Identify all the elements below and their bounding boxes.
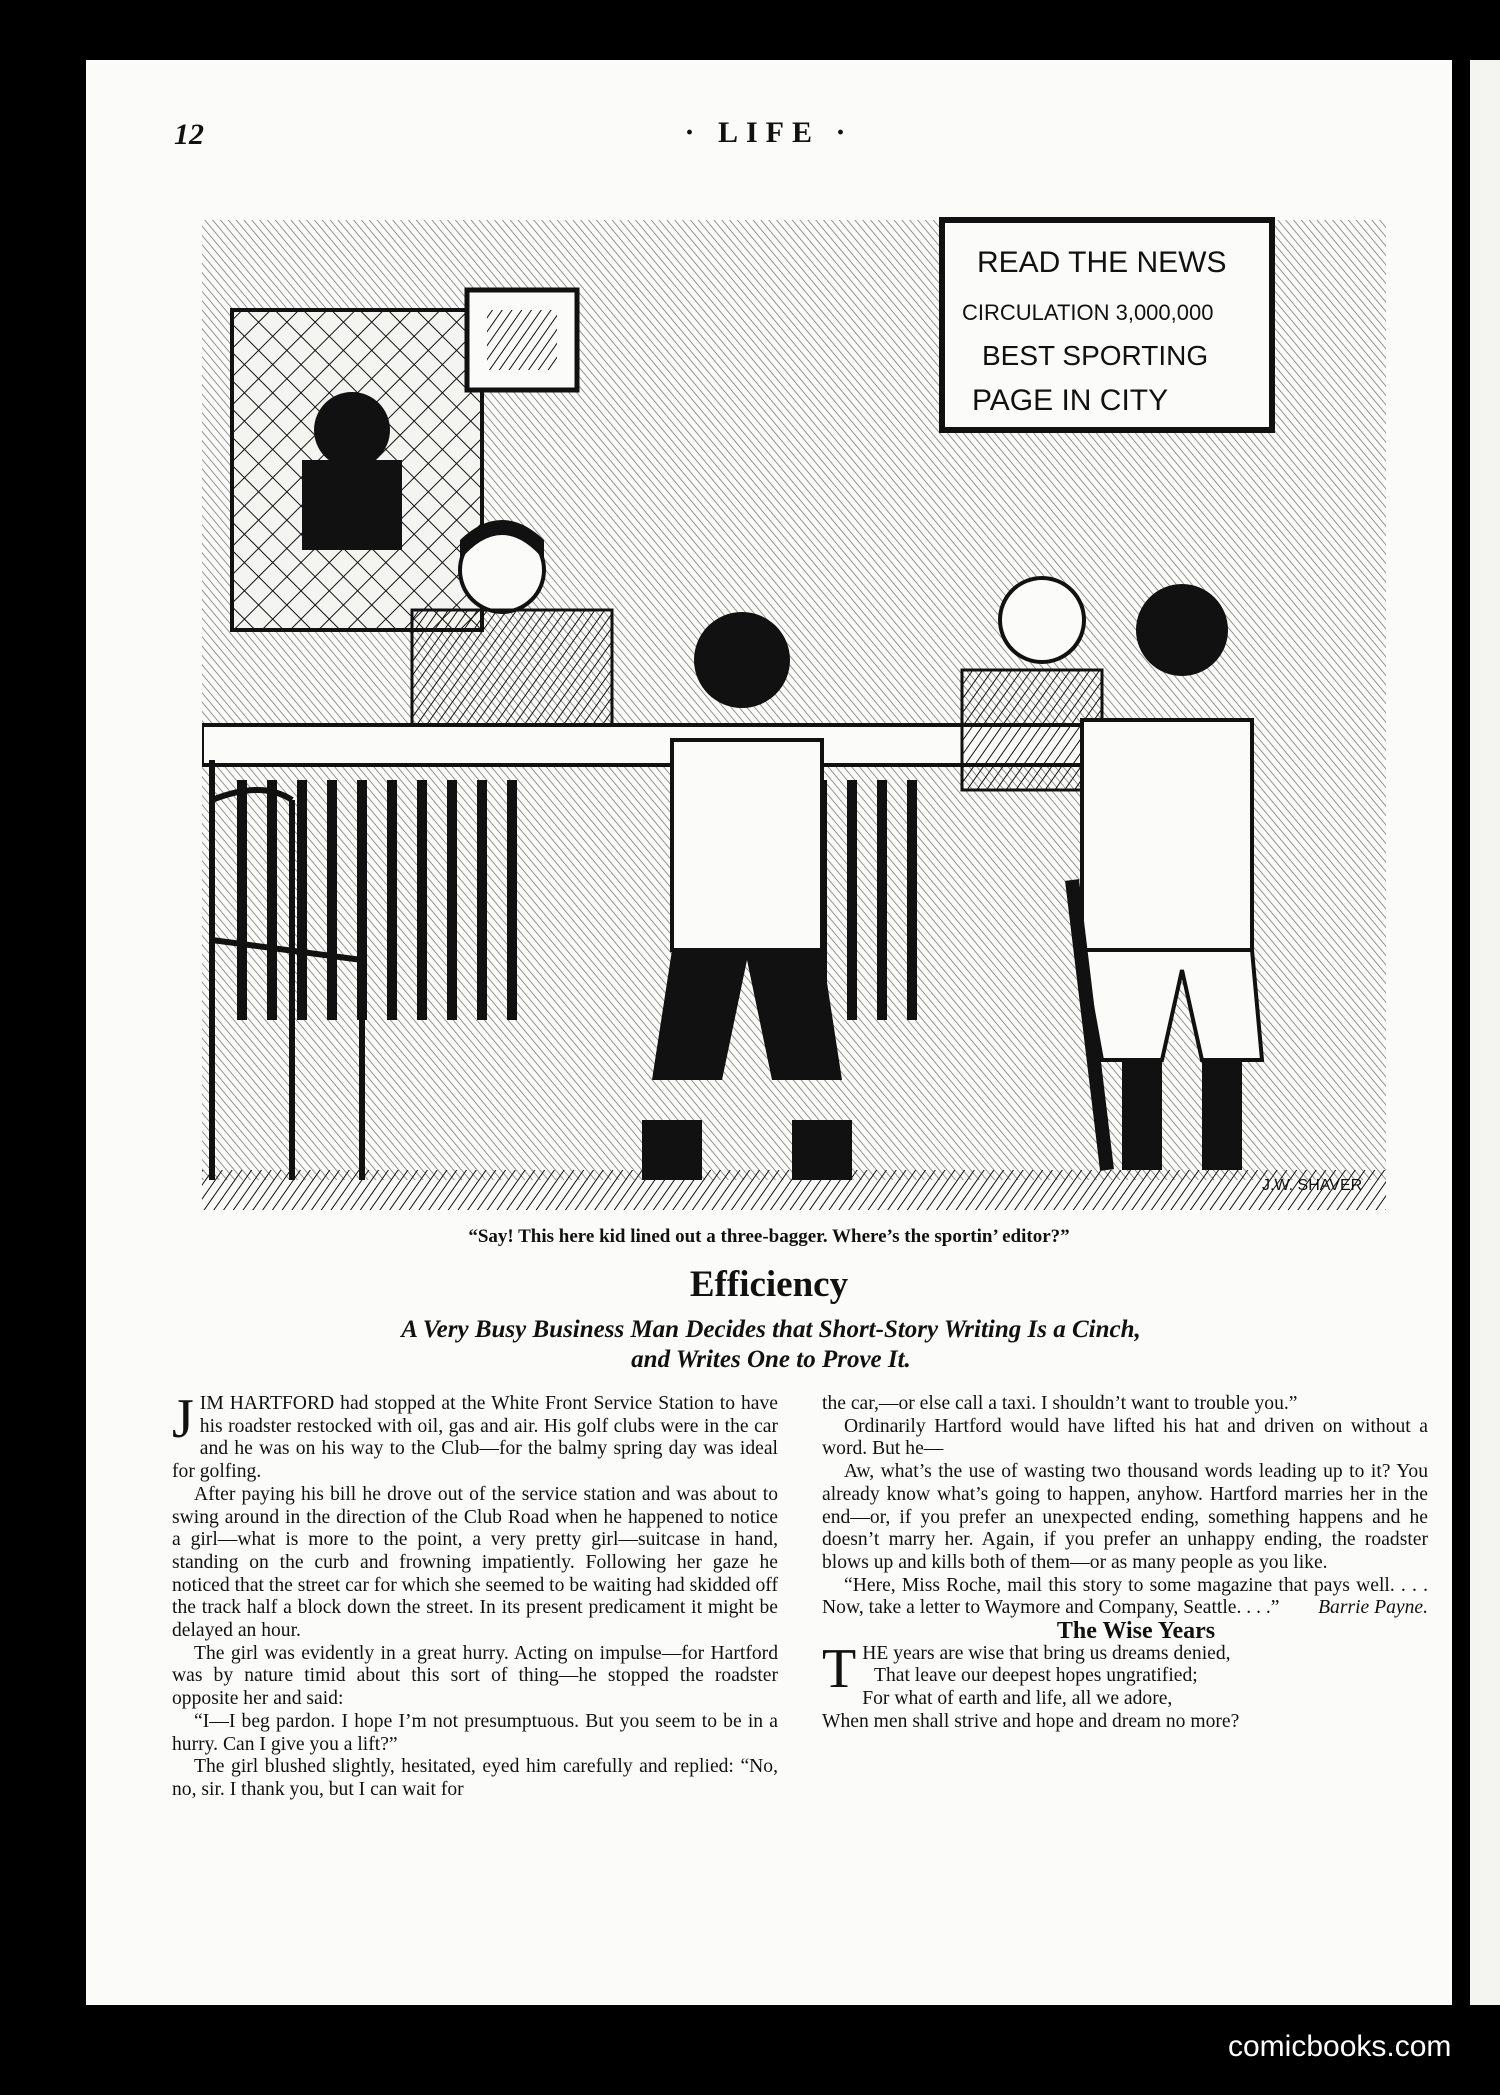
sign-line-1: READ THE NEWS <box>977 246 1227 279</box>
watermark: comicbooks.com <box>1228 2030 1452 2063</box>
adjacent-page-edge <box>1470 60 1500 2005</box>
poem-line: For what of earth and life, all we adore, <box>862 1688 1173 1710</box>
article-paragraph: JIM HARTFORD had stopped at the White Front Service Station to have his roadster restocked with oil, gas and air. His golf clubs were in the car and he was on his way to the Club—for the balmy spring day was ideal for golfing. <box>172 1388 778 1483</box>
author-signature: Barrie Payne. <box>1318 1597 1428 1619</box>
sign-line-2: CIRCULATION 3,000,000 <box>962 300 1214 325</box>
article-paragraph: “Here, Miss Roche, mail this story to some magazine that pays well. . . . Now, take a letter to Waymore and Company, Seattle. . . .” <box>822 1574 1428 1619</box>
poem-title: The Wise Years <box>1056 1618 1216 1645</box>
article-paragraph: After paying his bill he drove out of the service station and was about to swing around in the direction of the Club Road when he happened to notice a girl—what is more to the point, a very pretty girl—suitcase in hand, standing on the curb and frowning impatiently. Following her gaze he noticed that the street car for which she seemed to be waiting had skidded off the track half a block down the street. In its present predicament it might be delayed an hour. <box>172 1483 778 1642</box>
poem-drop-cap: T <box>822 1637 857 1700</box>
poem-line: THE years are wise that bring us dreams denied, <box>822 1637 1231 1700</box>
magazine-page <box>86 60 1452 2005</box>
sign-line-3: BEST SPORTING <box>982 340 1209 371</box>
article-paragraph: Ordinarily Hartford would have lifted his hat and driven on without a word. But he— <box>822 1415 1428 1460</box>
article-paragraph: “I—I beg pardon. I hope I’m not presumptuous. But you seem to be in a hurry. Can I give you a lift?” <box>172 1710 778 1755</box>
article-paragraph: The girl blushed slightly, hesitated, eyed him carefully and replied: “No, no, sir. I thank you, but I can wait for <box>172 1756 778 1800</box>
article-column-right <box>822 1393 1428 1734</box>
running-head: · LIFE · <box>684 116 854 149</box>
page-number: 12 <box>174 118 204 151</box>
article-paragraph: the car,—or else call a taxi. I shouldn’t want to trouble you.” <box>822 1393 1298 1414</box>
article-title: Efficiency <box>689 1264 849 1305</box>
article-column-left <box>172 1388 778 1802</box>
article-paragraph: The girl was evidently in a great hurry. Acting on impulse—for Hartford was by nature timid about this sort of thing—he stopped the roadster opposite her and said: <box>172 1642 778 1710</box>
poem-line: That leave our deepest hopes ungratified; <box>874 1665 1198 1687</box>
cartoon-illustration <box>202 180 1386 1210</box>
article-paragraph: Aw, what’s the use of wasting two thousand words leading up to it? You already know what’s going to happen, anyhow. Hartford marries her in the end—or, if you prefer an unexpected ending, something happens and he doesn’t marry her. Again, if you prefer an unhappy ending, the roadster blows up and kills both of them—or as many people as you like. <box>822 1461 1428 1573</box>
deck-line-1: A Very Busy Business Man Decides that Short-Story Writing Is a Cinch, <box>401 1316 1141 1343</box>
sign-line-4: PAGE IN CITY <box>972 384 1169 417</box>
poem <box>822 1637 1428 1734</box>
cartoon-caption: “Say! This here kid lined out a three-bagger. Where’s the sportin’ editor?” <box>468 1226 1070 1247</box>
newspaper-sign <box>942 220 1272 430</box>
article-deck <box>346 1315 1196 1375</box>
poem-line: When men shall strive and hope and dream no more? <box>822 1710 1240 1732</box>
artist-signature: J.W. SHAVER <box>1262 1177 1363 1194</box>
drop-cap: J <box>172 1388 194 1450</box>
deck-line-2: and Writes One to Prove It. <box>631 1346 911 1373</box>
